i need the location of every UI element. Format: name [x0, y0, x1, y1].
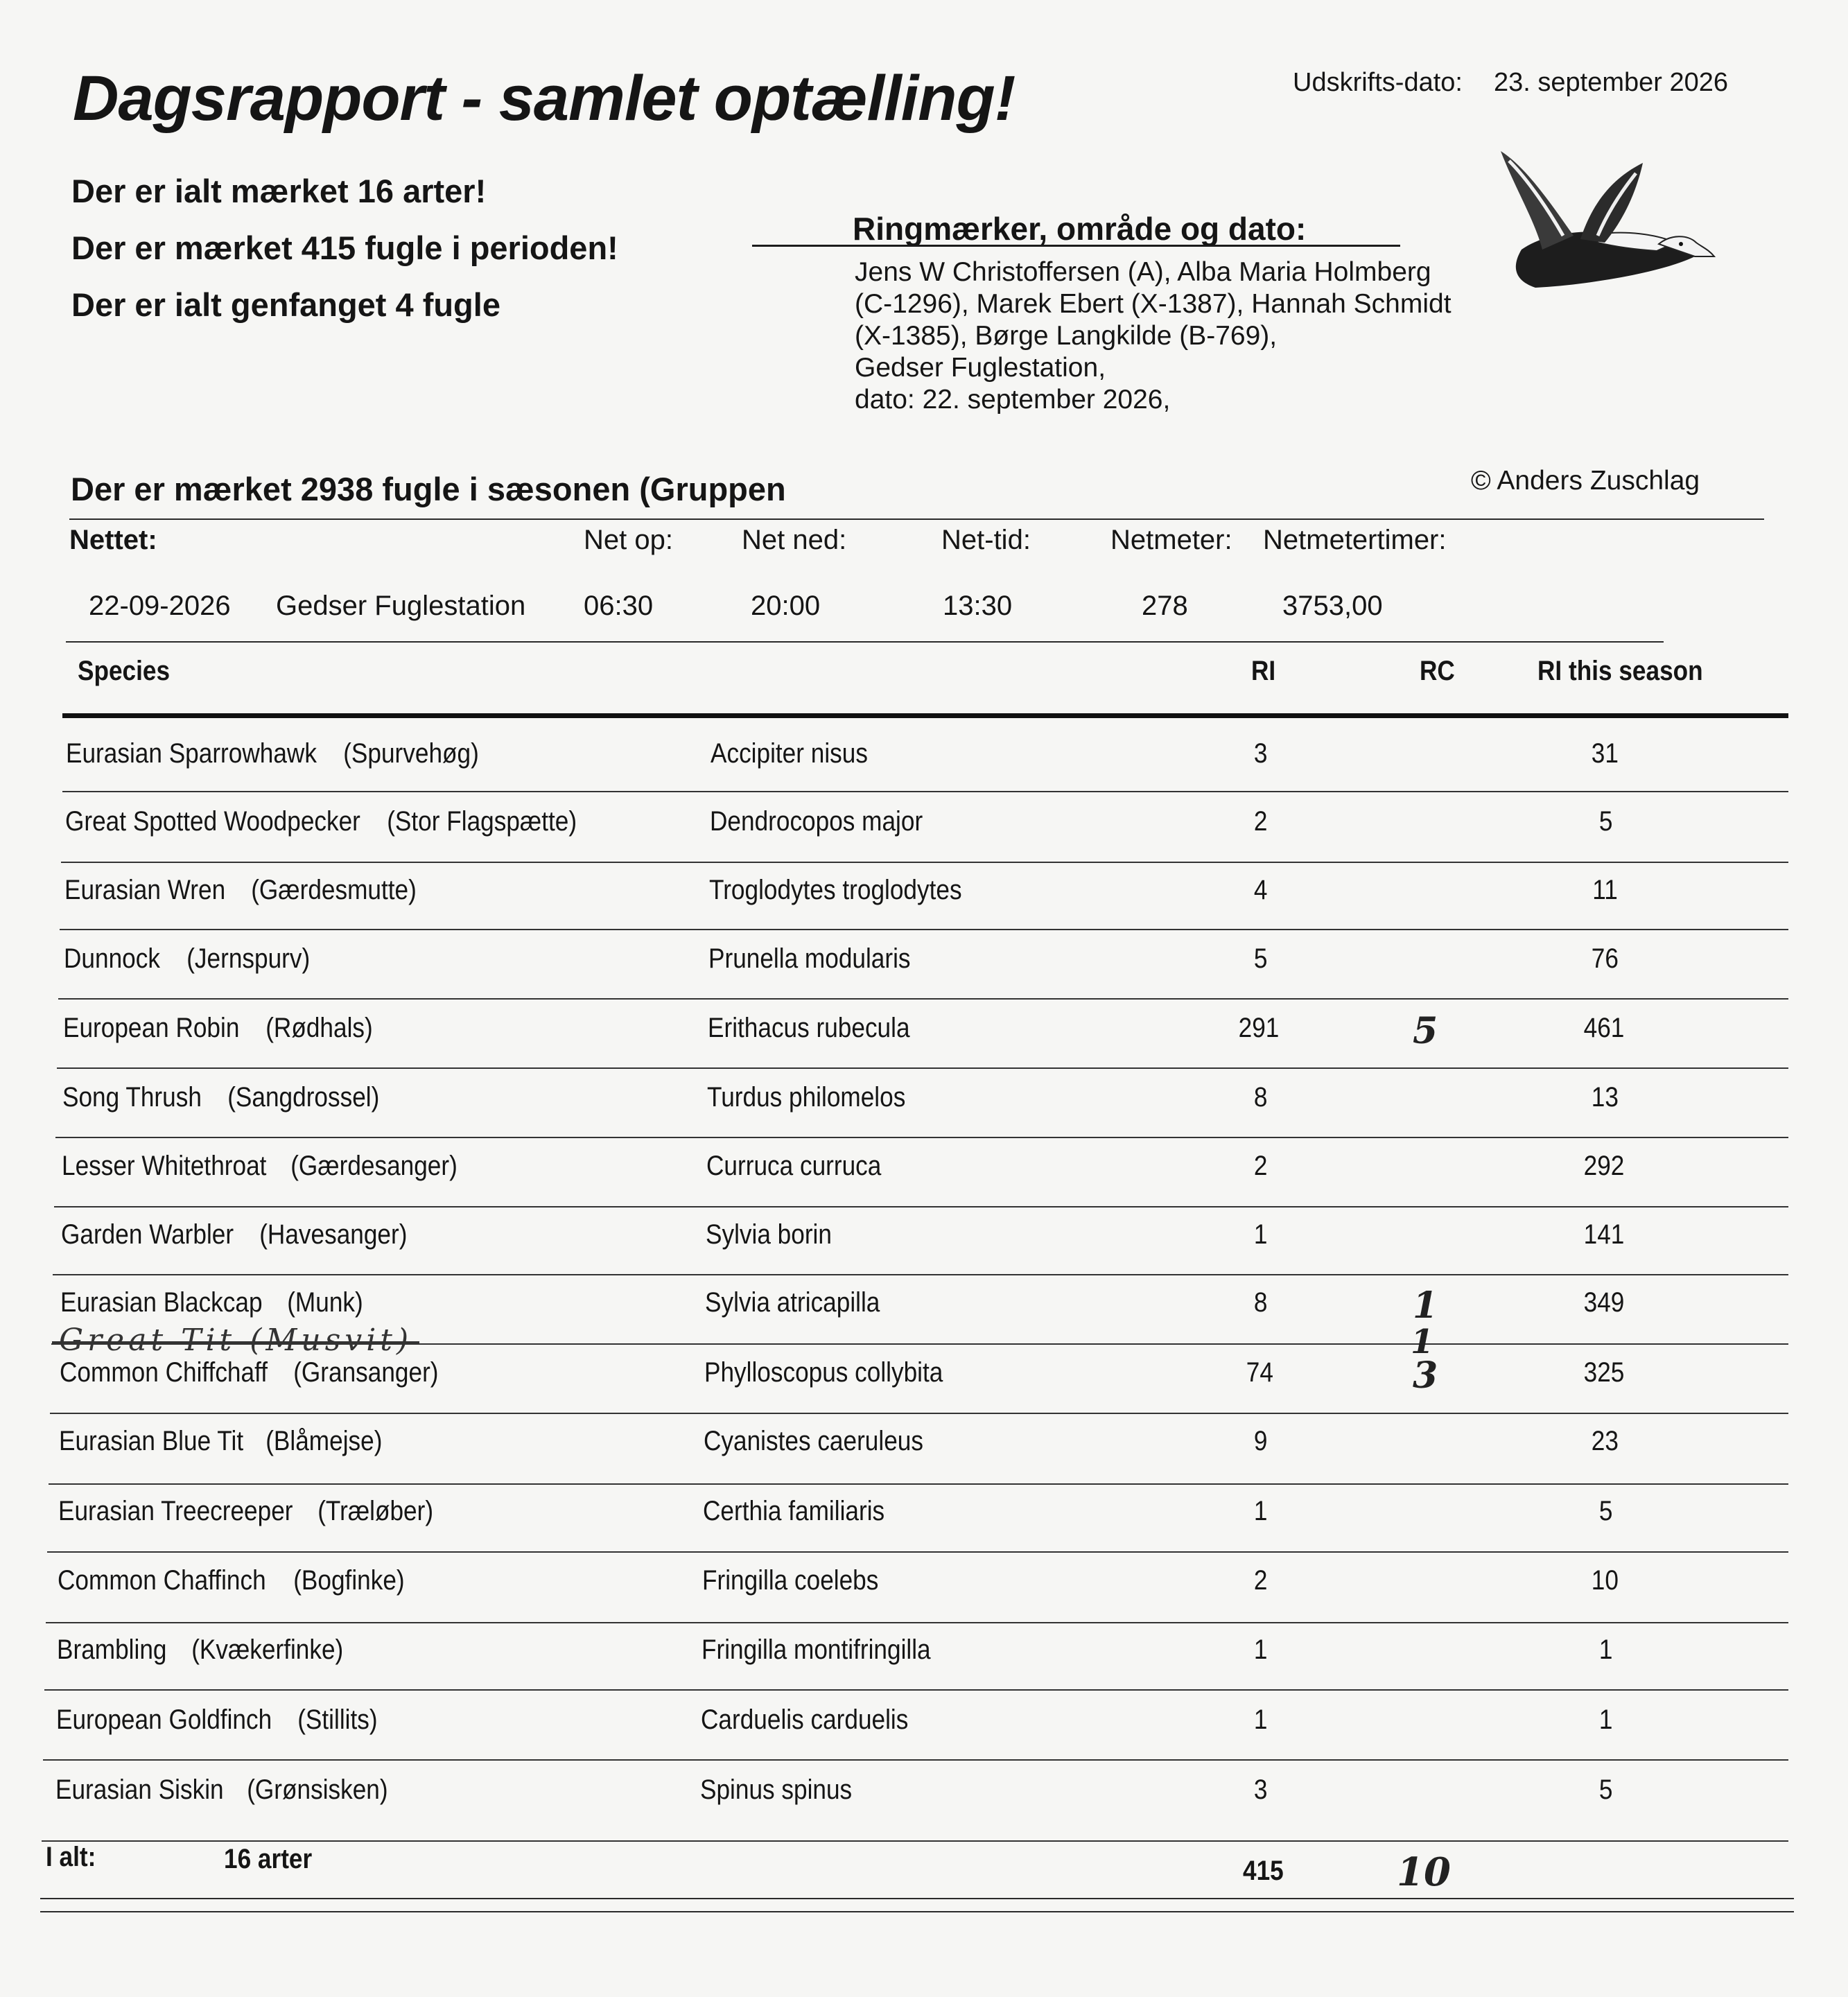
row-divider	[60, 929, 1788, 930]
season-total: Der er mærket 2938 fugle i sæsonen (Gruppen	[71, 471, 786, 507]
species-name-cell	[56, 1704, 392, 1736]
total-label: I alt:	[46, 1842, 96, 1872]
table-row	[0, 738, 1848, 808]
species-common-name: Eurasian Blackcap	[60, 1287, 263, 1318]
species-latin-name: Erithacus rubecula	[708, 1013, 910, 1043]
species-latin-name: Certhia familiaris	[703, 1496, 885, 1526]
season-value: 5	[1598, 806, 1613, 837]
net-up-label: Net op:	[584, 525, 673, 555]
species-name-cell	[60, 1357, 462, 1388]
netmeter-hours-label: Netmetertimer:	[1263, 525, 1447, 555]
species-common-name: European Robin	[63, 1013, 240, 1043]
species-name-cell	[65, 806, 606, 837]
ri-value: 3	[1253, 1774, 1268, 1805]
species-common-name: Eurasian Blue Tit	[59, 1426, 244, 1456]
species-name-cell	[55, 1774, 410, 1806]
total-species: 16 arter	[224, 1844, 313, 1874]
season-value: 31	[1591, 738, 1619, 769]
table-row	[0, 806, 1848, 875]
ri-value: 1	[1253, 1634, 1268, 1665]
species-danish-name: (Rødhals)	[241, 1013, 373, 1043]
netmeter-hours: 3753,00	[1282, 591, 1383, 621]
ringers-divider	[752, 245, 1400, 247]
net-time-label: Net-tid:	[941, 525, 1031, 555]
species-danish-name: (Blåmejse)	[241, 1426, 383, 1456]
species-danish-name: (Grønsisken)	[222, 1774, 388, 1805]
species-danish-name: (Gærdesanger)	[265, 1151, 457, 1181]
species-common-name: European Goldfinch	[56, 1704, 272, 1735]
row-divider	[62, 791, 1788, 792]
net-top-divider	[69, 518, 1764, 520]
species-danish-name: (Kvækerfinke)	[167, 1634, 344, 1665]
copyright: © Anders Zuschlag	[1471, 466, 1700, 496]
species-latin-name: Fringilla montifringilla	[701, 1634, 931, 1665]
handwritten-great-tit-rc: 1	[1411, 1323, 1434, 1361]
species-common-name: Garden Warbler	[61, 1219, 234, 1250]
species-common-name: Eurasian Treecreeper	[58, 1496, 293, 1526]
table-row	[0, 1426, 1848, 1495]
species-name-cell	[62, 1082, 403, 1113]
ri-value: 1	[1253, 1219, 1268, 1250]
species-latin-name: Troglodytes troglodytes	[709, 875, 962, 905]
species-latin-name: Sylvia borin	[706, 1219, 832, 1250]
season-value: 1	[1598, 1704, 1613, 1735]
row-divider	[44, 1689, 1788, 1691]
row-divider	[42, 1840, 1788, 1842]
print-date: 23. september 2026	[1494, 68, 1729, 97]
ri-value: 74	[1246, 1357, 1273, 1388]
col-species: Species	[78, 656, 171, 686]
species-name-cell	[64, 943, 330, 975]
page-title: Dagsrapport - samlet optælling!	[73, 63, 1015, 134]
print-date-label: Udskrifts-dato:	[1293, 68, 1463, 97]
species-name-cell	[66, 738, 501, 769]
table-row	[0, 1634, 1848, 1704]
species-common-name: Common Chaffinch	[58, 1565, 266, 1596]
species-danish-name: (Havesanger)	[235, 1219, 408, 1250]
col-rc: RC	[1420, 656, 1455, 686]
rc-handwritten: 3	[1413, 1354, 1438, 1397]
species-latin-name: Phylloscopus collybita	[704, 1357, 943, 1388]
netmeter-label: Netmeter:	[1110, 525, 1232, 555]
species-danish-name: (Stor Flagspætte)	[362, 806, 577, 837]
season-value: 5	[1598, 1774, 1613, 1805]
ri-value: 5	[1253, 943, 1268, 974]
table-row	[0, 1774, 1848, 1844]
ri-value: 3	[1253, 738, 1268, 769]
row-divider	[46, 1622, 1788, 1623]
species-danish-name: (Jernspurv)	[162, 943, 311, 974]
species-danish-name: (Munk)	[263, 1287, 364, 1318]
header-rule	[62, 713, 1788, 718]
net-down-label: Net ned:	[742, 525, 847, 555]
species-name-cell	[60, 1287, 377, 1318]
season-value: 1	[1598, 1634, 1613, 1665]
species-common-name: Common Chiffchaff	[60, 1357, 268, 1388]
total-rule-1	[40, 1898, 1794, 1899]
species-danish-name: (Træløber)	[293, 1496, 433, 1526]
net-bottom-divider	[66, 641, 1664, 643]
row-divider	[53, 1274, 1788, 1275]
species-latin-name: Curruca curruca	[706, 1151, 882, 1181]
species-name-cell	[64, 875, 442, 906]
season-value: 325	[1583, 1357, 1625, 1388]
species-common-name: Eurasian Wren	[64, 875, 226, 905]
species-common-name: Great Spotted Woodpecker	[65, 806, 360, 837]
eider-duck-logo	[1494, 146, 1716, 298]
ri-value: 8	[1253, 1082, 1268, 1113]
species-danish-name: (Stillits)	[272, 1704, 378, 1735]
ri-value: 2	[1253, 1565, 1268, 1596]
species-latin-name: Carduelis carduelis	[701, 1704, 909, 1735]
row-divider	[43, 1759, 1788, 1761]
row-divider	[54, 1206, 1788, 1207]
total-ri: 415	[1243, 1856, 1284, 1886]
ringers-heading: Ringmærker, område og dato:	[853, 211, 1307, 247]
summary-period: Der er mærket 415 fugle i perioden!	[71, 229, 618, 266]
total-rc-handwritten: 10	[1397, 1849, 1451, 1895]
total-rule-2	[40, 1911, 1794, 1912]
ringers-block	[855, 256, 1465, 416]
summary-recaptured: Der er ialt genfanget 4 fugle	[71, 286, 500, 323]
ri-value: 1	[1253, 1496, 1268, 1526]
row-divider	[47, 1551, 1788, 1553]
season-value: 23	[1591, 1426, 1619, 1456]
species-latin-name: Sylvia atricapilla	[705, 1287, 880, 1318]
row-divider	[57, 1067, 1788, 1069]
table-row	[0, 943, 1848, 1013]
species-latin-name: Cyanistes caeruleus	[704, 1426, 923, 1456]
net-date: 22-09-2026	[89, 591, 231, 621]
table-row	[0, 1219, 1848, 1289]
season-value: 461	[1583, 1013, 1625, 1043]
ringers-place: Gedser Fuglestation,	[855, 353, 1106, 383]
net-time: 13:30	[943, 591, 1013, 621]
ri-value: 2	[1253, 806, 1268, 837]
species-latin-name: Prunella modularis	[708, 943, 911, 974]
ringers-date: dato: 22. september 2026,	[855, 385, 1171, 415]
table-row	[0, 1496, 1848, 1565]
species-latin-name: Fringilla coelebs	[702, 1565, 879, 1596]
net-place: Gedser Fuglestation	[276, 591, 526, 621]
season-value: 76	[1591, 943, 1619, 974]
net-up: 06:30	[584, 591, 654, 621]
table-row	[0, 1704, 1848, 1774]
species-name-cell	[58, 1496, 452, 1527]
season-value: 292	[1583, 1151, 1625, 1181]
species-common-name: Dunnock	[64, 943, 160, 974]
net-down: 20:00	[751, 591, 821, 621]
species-name-cell	[59, 1426, 402, 1457]
row-divider	[49, 1483, 1788, 1485]
table-row	[0, 875, 1848, 944]
net-label: Nettet:	[69, 525, 157, 555]
netmeter: 278	[1142, 591, 1188, 621]
species-latin-name: Spinus spinus	[700, 1774, 853, 1805]
species-name-cell	[58, 1565, 423, 1596]
season-value: 349	[1583, 1287, 1625, 1318]
species-common-name: Lesser Whitethroat	[62, 1151, 267, 1181]
ri-value: 8	[1253, 1287, 1268, 1318]
ri-value: 9	[1253, 1426, 1268, 1456]
species-common-name: Brambling	[57, 1634, 167, 1665]
table-row	[0, 1013, 1848, 1082]
table-row	[0, 1082, 1848, 1151]
species-danish-name: (Spurvehøg)	[319, 738, 480, 769]
species-common-name: Song Thrush	[62, 1082, 202, 1113]
species-name-cell	[62, 1151, 483, 1182]
row-divider	[55, 1137, 1788, 1138]
species-latin-name: Turdus philomelos	[707, 1082, 906, 1113]
table-row	[0, 1357, 1848, 1427]
species-latin-name: Accipiter nisus	[711, 738, 868, 769]
species-name-cell	[61, 1219, 430, 1250]
rc-handwritten: 1	[1413, 1284, 1438, 1327]
rc-handwritten: 5	[1413, 1010, 1438, 1052]
species-name-cell	[57, 1634, 367, 1666]
ringers-names: Jens W Christoffersen (A), Alba Maria Holmberg (C-1296), Marek Ebert (X-1387), Hannah Schmidt (X-1385), Børge Langkilde (B-769),	[855, 257, 1452, 351]
row-divider	[50, 1413, 1788, 1414]
col-season: RI this season	[1537, 656, 1703, 686]
species-name-cell	[63, 1013, 391, 1044]
season-value: 141	[1583, 1219, 1625, 1250]
row-divider	[58, 998, 1788, 1000]
species-danish-name: (Gærdesmutte)	[226, 875, 417, 905]
ri-value: 291	[1238, 1013, 1280, 1043]
ri-value: 2	[1253, 1151, 1268, 1181]
table-row	[0, 1565, 1848, 1634]
species-common-name: Eurasian Sparrowhawk	[66, 738, 317, 769]
ri-value: 1	[1253, 1704, 1268, 1735]
season-value: 13	[1591, 1082, 1619, 1113]
species-common-name: Eurasian Siskin	[55, 1774, 224, 1805]
season-value: 5	[1598, 1496, 1613, 1526]
season-value: 11	[1592, 875, 1618, 905]
ri-value: 4	[1253, 875, 1268, 905]
table-row	[0, 1151, 1848, 1220]
species-danish-name: (Sangdrossel)	[203, 1082, 380, 1113]
row-divider	[61, 862, 1788, 863]
summary-species: Der er ialt mærket 16 arter!	[71, 173, 487, 209]
handwritten-great-tit: Great Tit (Musvit)	[59, 1323, 413, 1358]
season-value: 10	[1591, 1565, 1619, 1596]
species-danish-name: (Gransanger)	[268, 1357, 439, 1388]
species-danish-name: (Bogfinke)	[268, 1565, 405, 1596]
species-latin-name: Dendrocopos major	[710, 806, 923, 837]
col-ri: RI	[1251, 656, 1276, 686]
